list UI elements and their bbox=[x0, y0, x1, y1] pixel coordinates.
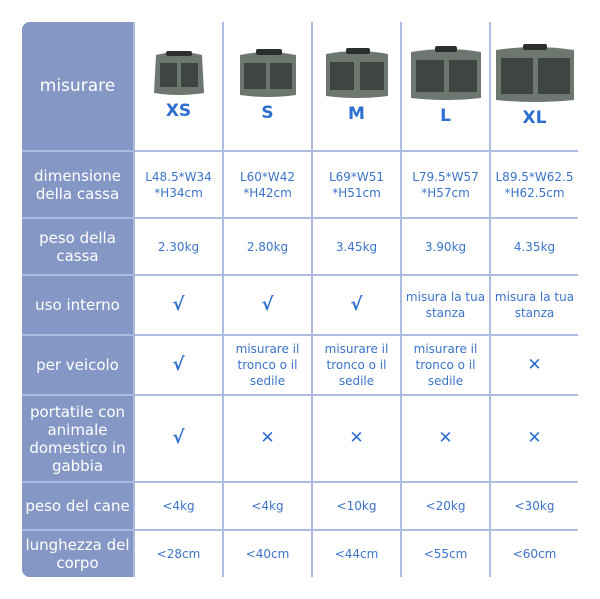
table-row bbox=[22, 396, 578, 483]
size-comparison-table bbox=[22, 22, 578, 577]
header-title: misurare bbox=[22, 22, 133, 152]
crate-image-s bbox=[234, 45, 302, 101]
cross-icon: ✕ bbox=[260, 428, 275, 448]
cell-indoor-s bbox=[222, 276, 311, 336]
row-label-body-length: lunghezza del corpo bbox=[22, 531, 133, 577]
cell-vehicle-l: misurare il tronco o il sedile bbox=[400, 336, 489, 396]
crate-image-xs bbox=[146, 47, 212, 99]
cross-icon: ✕ bbox=[349, 428, 364, 448]
cell-portable-s bbox=[222, 396, 311, 483]
cell-indoor-m bbox=[311, 276, 400, 336]
cell-weight-xs: 2.30kg bbox=[133, 219, 222, 276]
cell-portable-m bbox=[311, 396, 400, 483]
table-row bbox=[22, 152, 578, 219]
size-label-xs: XS bbox=[165, 101, 192, 121]
table-row bbox=[22, 219, 578, 276]
size-label-l: L bbox=[440, 106, 451, 126]
size-label-m: M bbox=[348, 104, 365, 124]
cell-indoor-xs bbox=[133, 276, 222, 336]
check-icon: √ bbox=[172, 353, 185, 375]
cross-icon: ✕ bbox=[438, 428, 453, 448]
cell-vehicle-m: misurare il tronco o il sedile bbox=[311, 336, 400, 396]
row-label-crate-dimensions: dimensione della cassa bbox=[22, 152, 133, 219]
row-label-vehicle: per veicolo bbox=[22, 336, 133, 396]
header-row bbox=[22, 22, 578, 152]
row-label-crate-weight: peso della cassa bbox=[22, 219, 133, 276]
row-label-dog-weight: peso del cane bbox=[22, 483, 133, 531]
cell-dimensions-xs: L48.5*W34 *H34cm bbox=[133, 152, 222, 219]
cell-weight-s: 2.80kg bbox=[222, 219, 311, 276]
cell-length-xs: <28cm bbox=[133, 531, 222, 577]
check-icon: √ bbox=[350, 293, 363, 315]
cell-dimensions-s: L60*W42 *H42cm bbox=[222, 152, 311, 219]
table-row bbox=[22, 483, 578, 531]
cross-icon: ✕ bbox=[527, 428, 542, 448]
table-row bbox=[22, 336, 578, 396]
check-icon: √ bbox=[172, 427, 185, 448]
cell-dogweight-l: <20kg bbox=[400, 483, 489, 531]
size-label-xl: XL bbox=[522, 108, 547, 128]
size-label-s: S bbox=[261, 103, 274, 123]
table-row bbox=[22, 276, 578, 336]
cell-portable-l bbox=[400, 396, 489, 483]
cell-length-xl: <60cm bbox=[489, 531, 578, 577]
cell-dogweight-m: <10kg bbox=[311, 483, 400, 531]
size-column-m bbox=[311, 22, 400, 152]
cell-dimensions-l: L79.5*W57 *H57cm bbox=[400, 152, 489, 219]
cell-dogweight-s: <4kg bbox=[222, 483, 311, 531]
cell-vehicle-xl bbox=[489, 336, 578, 396]
crate-image-l bbox=[407, 42, 485, 104]
check-icon: √ bbox=[261, 293, 274, 315]
size-column-l bbox=[400, 22, 489, 152]
cell-dimensions-xl: L89.5*W62.5 *H62.5cm bbox=[489, 152, 578, 219]
cross-icon: ✕ bbox=[527, 354, 542, 375]
cell-dimensions-m: L69*W51 *H51cm bbox=[311, 152, 400, 219]
row-label-portable-carrier: portatile con animale domestico in gabbia bbox=[22, 396, 133, 483]
size-column-s bbox=[222, 22, 311, 152]
size-column-xs bbox=[133, 22, 222, 152]
crate-image-xl bbox=[493, 40, 577, 106]
cell-dogweight-xl: <30kg bbox=[489, 483, 578, 531]
cell-indoor-xl: misura la tua stanza bbox=[489, 276, 578, 336]
size-column-xl bbox=[489, 22, 578, 152]
cell-weight-l: 3.90kg bbox=[400, 219, 489, 276]
row-label-indoor-use: uso interno bbox=[22, 276, 133, 336]
cell-portable-xs bbox=[133, 396, 222, 483]
cell-length-m: <44cm bbox=[311, 531, 400, 577]
cell-indoor-l: misura la tua stanza bbox=[400, 276, 489, 336]
cell-length-l: <55cm bbox=[400, 531, 489, 577]
cell-length-s: <40cm bbox=[222, 531, 311, 577]
cell-portable-xl bbox=[489, 396, 578, 483]
cell-vehicle-s: misurare il tronco o il sedile bbox=[222, 336, 311, 396]
cell-weight-m: 3.45kg bbox=[311, 219, 400, 276]
check-icon: √ bbox=[172, 293, 185, 315]
crate-image-m bbox=[322, 44, 392, 102]
table-row bbox=[22, 531, 578, 577]
cell-dogweight-xs: <4kg bbox=[133, 483, 222, 531]
cell-vehicle-xs bbox=[133, 336, 222, 396]
cell-weight-xl: 4.35kg bbox=[489, 219, 578, 276]
